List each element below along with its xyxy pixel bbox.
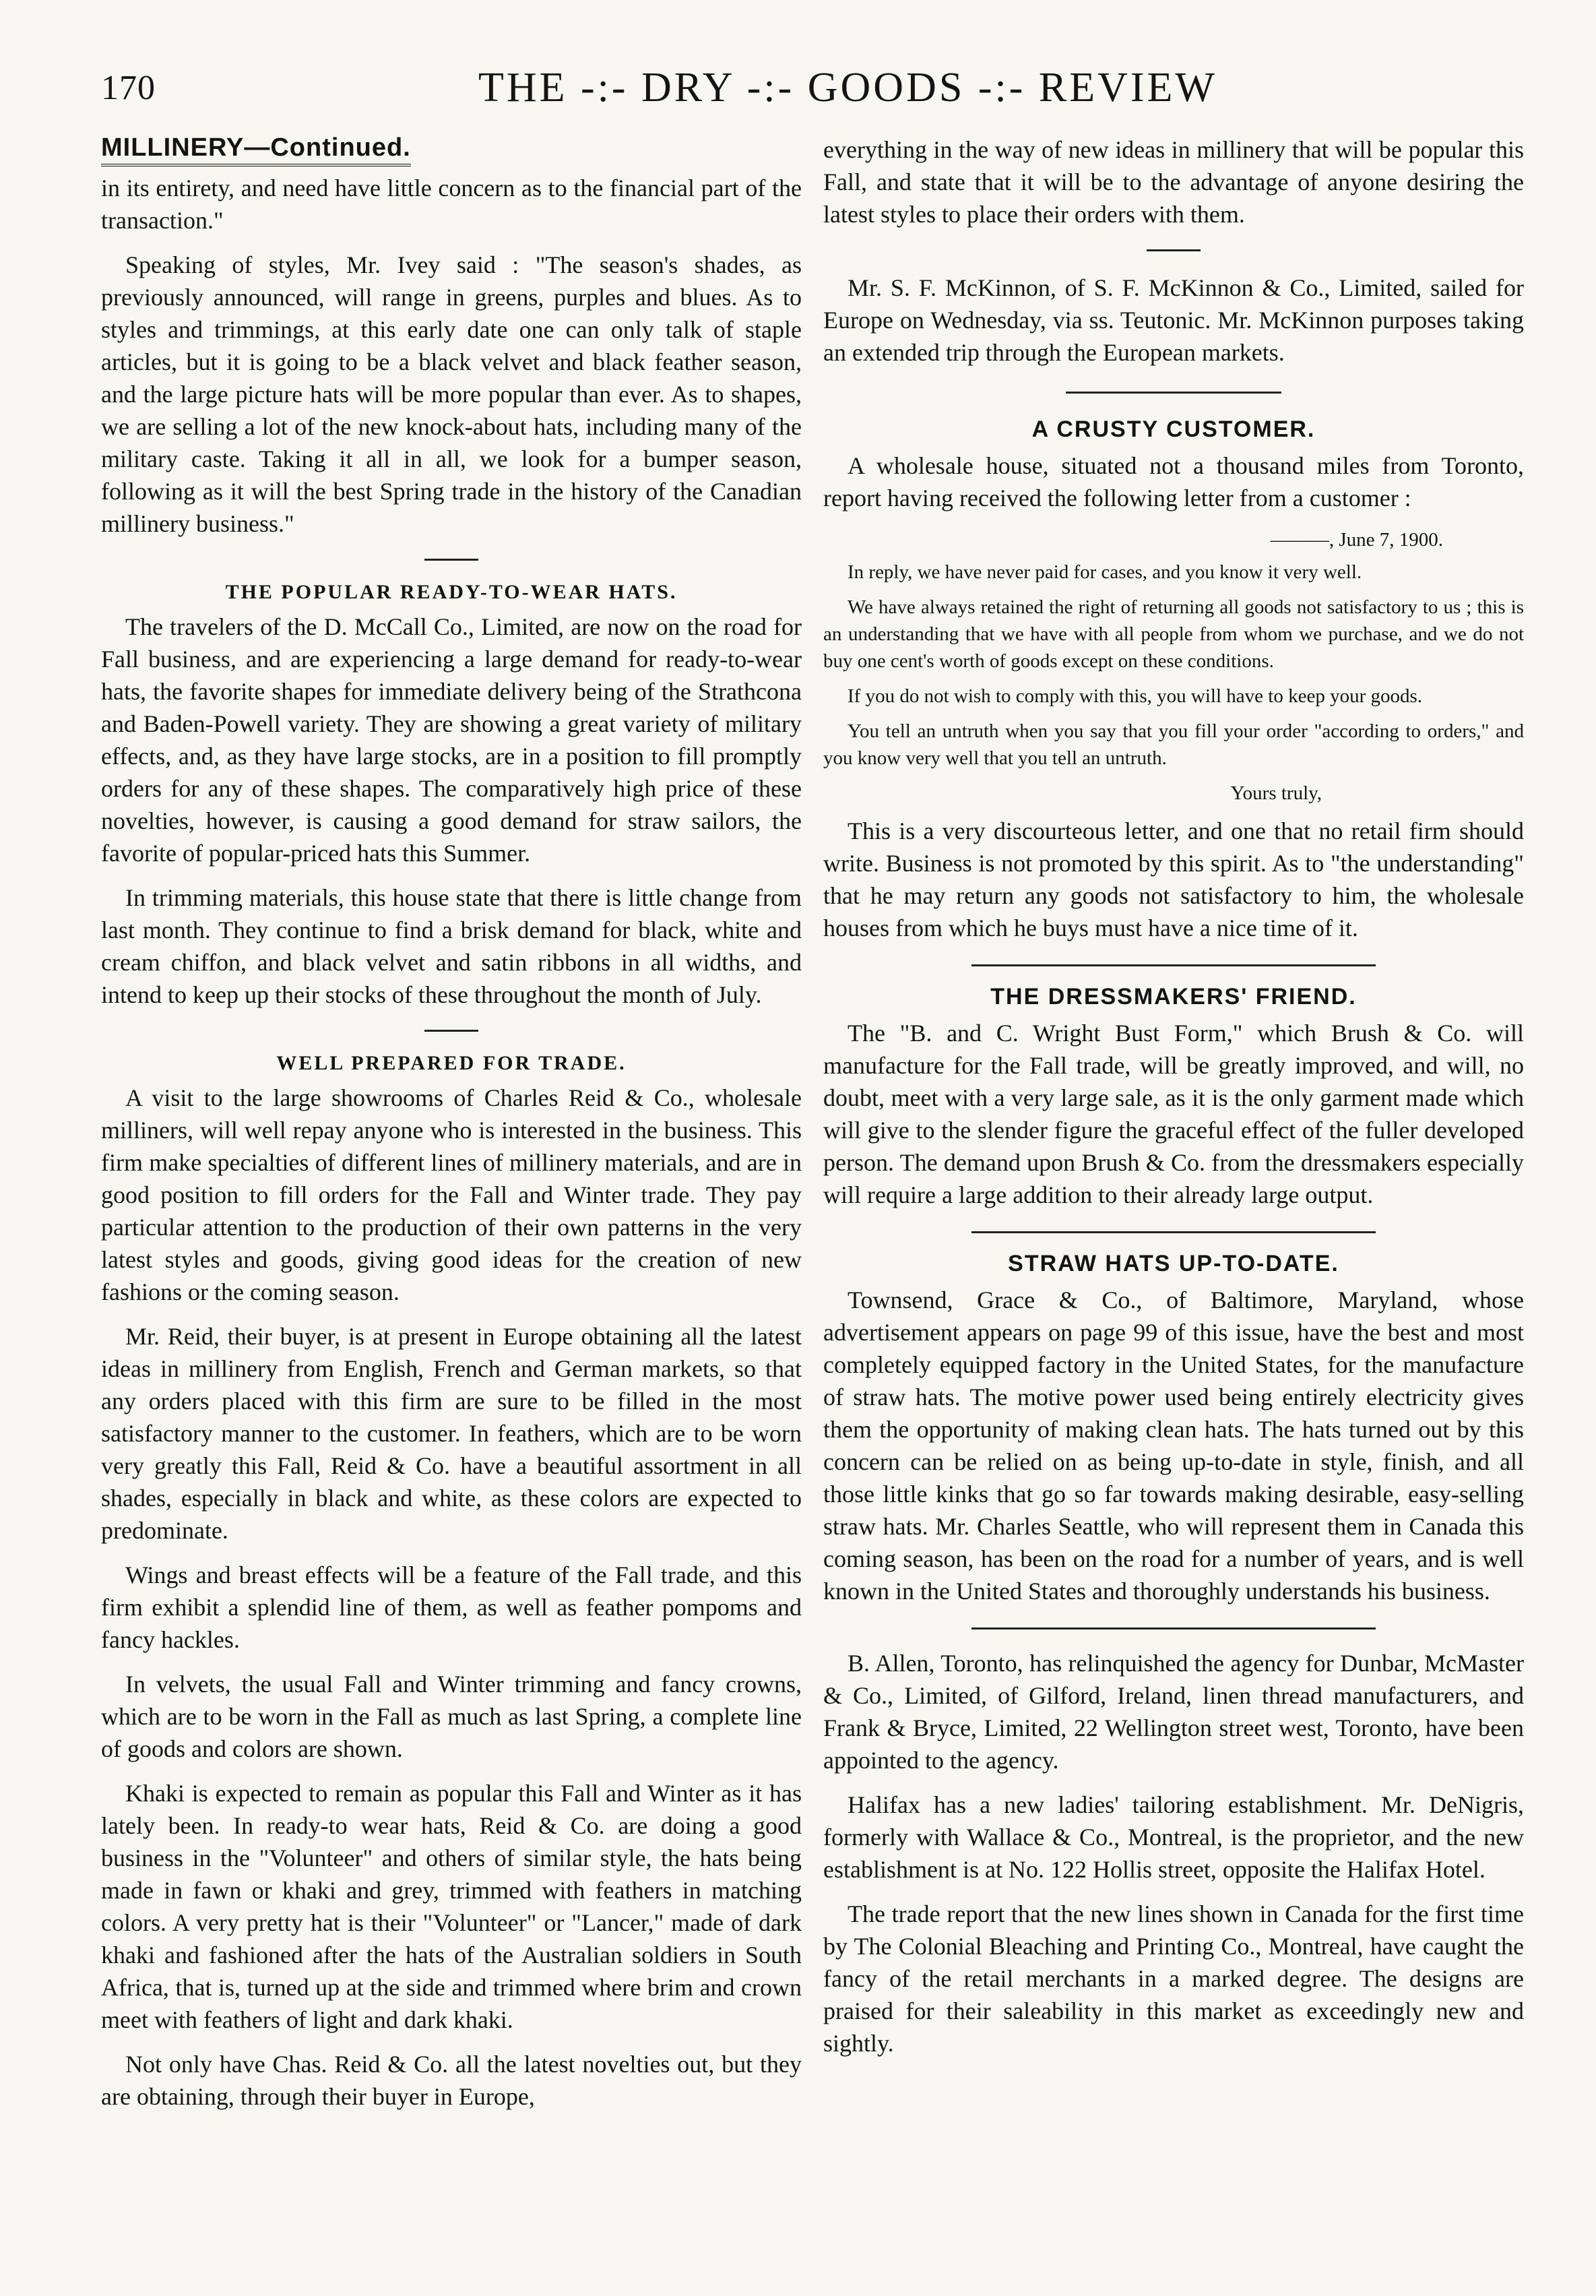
section-divider xyxy=(971,1231,1376,1233)
section-heading-straw-hats: STRAW HATS UP-TO-DATE. xyxy=(1008,1251,1339,1276)
article-paragraph: Khaki is expected to remain as popular this Fall and Winter as it has lately been. In ready-to wear hats, Reid & Co. are doing a good business in the "Volunteer" and others of similar style, the hats being made in fawn or khaki and grey, trimmed with feathers in matching colors. A very pretty hat is their "Volunteer" or "Lancer," made of dark khaki and fashioned after the hats of the Australian soldiers in South Africa, that is, turned up at the side and trimmed where brim and crown meet with feathers of light and dark khaki. xyxy=(101,1780,802,2033)
letter-paragraph: We have always retained the right of returning all goods not satisfactory to us ; this is an understanding that we have with all people from whom we purchase, and we do not buy one cent's worth of goods except on these conditions. xyxy=(823,596,1524,672)
page-number: 170 xyxy=(101,69,156,107)
section-heading-dressmakers-friend: THE DRESSMAKERS' FRIEND. xyxy=(990,984,1357,1010)
article-paragraph: everything in the way of new ideas in millinery that will be popular this Fall, and state that it will be to the advantage of anyone desiring the latest styles to place their orders with them. xyxy=(823,136,1524,228)
article-paragraph: A visit to the large showrooms of Charles Reid & Co., wholesale milliners, will well repay anyone who is interested in the business. This firm make specialties of different lines of millinery materials, and are in good position to fill orders for the Fall and Winter trade. They pay particular attention to the production of their own patterns in the very latest styles and goods, giving good ideas for the creation of new fashions or the coming season. xyxy=(101,1084,802,1305)
running-title: THE -:- DRY -:- GOODS -:- REVIEW xyxy=(478,65,1217,111)
section-heading-crusty-customer: A CRUSTY CUSTOMER. xyxy=(1031,416,1316,442)
article-paragraph: This is a very discourteous letter, and one that no retail firm should write. Business is not promoted by this spirit. As to "the understanding" that he may return any goods not satisfactory to him, the wholesale houses from which he buys must have a nice time of it. xyxy=(823,817,1524,941)
quoted-letter xyxy=(823,526,1524,807)
article-paragraph: A wholesale house, situated not a thousand miles from Toronto, report having received the following letter from a customer : xyxy=(823,452,1524,511)
article-paragraph: Mr. Reid, their buyer, is at present in Europe obtaining all the latest ideas in millinery from English, French and German markets, so that any orders placed with this firm are sure to be filled in the most satisfactory manner to the customer. In feathers, which are to be worn very greatly this Fall, Reid & Co. have a beautiful assortment in all shades, especially in black and white, as these colors are expected to predominate. xyxy=(101,1323,802,1544)
continued-heading: MILLINERY—Continued. xyxy=(101,133,411,166)
page-header xyxy=(101,64,1556,118)
news-item: Halifax has a new ladies' tailoring establishment. Mr. DeNigris, formerly with Wallace & Co., Montreal, is the proprietor, and the new establishment is at No. 122 Hollis street, opposite the Halifax Hotel. xyxy=(823,1791,1524,1883)
news-item: The trade report that the new lines shown in Canada for the first time by The Colonial Bleaching and Printing Co., Montreal, have caught the fancy of the retail merchants in a marked degree. The designs are praised for their saleability in this market as exceedingly new and sightly. xyxy=(823,1900,1524,2057)
article-paragraph: In velvets, the usual Fall and Winter trimming and fancy crowns, which are to be worn in the Fall as much as last Spring, a complete line of goods and colors are shown. xyxy=(101,1671,802,1762)
letter-sign-off: Yours truly, xyxy=(1230,782,1322,804)
article-paragraph: The "B. and C. Wright Bust Form," which Brush & Co. will manufacture for the Fall trade, will be greatly improved, and will, no doubt, meet with a very large sale, as it is the only garment made which will give to the slender figure the graceful effect of the fuller developed person. The demand upon Brush & Co. from the dressmakers especially will require a large addition to their already large output. xyxy=(823,1020,1524,1208)
news-item: Mr. S. F. McKinnon, of S. F. McKinnon & Co., Limited, sailed for Europe on Wednesday, via ss. Teutonic. Mr. McKinnon purposes taking an extended trip through the European markets. xyxy=(823,274,1524,366)
section-divider xyxy=(1066,392,1281,394)
article-paragraph: Wings and breast effects will be a feature of the Fall trade, and this firm exhibit a splendid line of them, as well as feather pompoms and fancy hackles. xyxy=(101,1561,802,1653)
article-paragraph: in its entirety, and need have little concern as to the financial part of the transaction." xyxy=(101,175,802,234)
letter-paragraph: If you do not wish to comply with this, you will have to keep your goods. xyxy=(848,685,1423,707)
left-column xyxy=(101,133,802,2125)
letter-paragraph: In reply, we have never paid for cases, and you know it very well. xyxy=(848,561,1362,583)
article-paragraph: Speaking of styles, Mr. Ivey said : "The season's shades, as previously announced, will range in greens, purples and blues. As to styles and trimmings, at this early date one can only talk of staple articles, but it is going to be a black velvet and black feather season, and the large picture hats will be more popular than ever. As to shapes, we are selling a lot of the new knock-about hats, including many of the military caste. Taking it all in all, we look for a bumper season, following as it will the best Spring trade in the history of the Canadian millinery business." xyxy=(101,251,802,537)
section-divider xyxy=(424,1030,478,1032)
section-divider xyxy=(1147,249,1201,251)
section-heading-well-prepared: WELL PREPARED FOR TRADE. xyxy=(276,1052,627,1074)
section-divider xyxy=(971,1627,1376,1630)
right-column xyxy=(823,133,1524,2072)
news-item: B. Allen, Toronto, has relinquished the agency for Dunbar, McMaster & Co., Limited, of Gilford, Ireland, linen thread manufacturers, and Frank & Bryce, Limited, 22 Wellington street west, Toronto, have been appointed to the agency. xyxy=(823,1650,1524,1774)
section-divider xyxy=(971,964,1376,966)
section-heading-popular-hats: THE POPULAR READY-TO-WEAR HATS. xyxy=(225,581,678,603)
article-paragraph: Not only have Chas. Reid & Co. all the latest novelties out, but they are obtaining, through their buyer in Europe, xyxy=(101,2051,802,2110)
letter-paragraph: You tell an untruth when you say that you fill your order "according to orders," and you know very well that you tell an untruth. xyxy=(823,720,1524,769)
letter-date: ———, June 7, 1900. xyxy=(1270,529,1443,551)
article-paragraph: Townsend, Grace & Co., of Baltimore, Maryland, whose advertisement appears on page 99 of this issue, have the best and most completely equipped factory in the United States, for the manufacture of straw hats. The motive power used being entirely electricity gives them the opportunity of making clean hats. The hats turned out by this concern can be relied on as being up-to-date in style, finish, and all those little kinks that go so far towards making desirable, easy-selling straw hats. Mr. Charles Seattle, who will represent them in Canada this coming season, has been on the road for a number of years, and is well known in the United States and thoroughly understands his business. xyxy=(823,1286,1524,1605)
article-paragraph: In trimming materials, this house state that there is little change from last month. They continue to find a brisk demand for black, white and cream chiffon, and black velvet and satin ribbons in all widths, and intend to keep up their stocks of these throughout the month of July. xyxy=(101,884,802,1008)
section-divider xyxy=(424,559,478,561)
article-paragraph: The travelers of the D. McCall Co., Limited, are now on the road for Fall business, and are experiencing a large demand for ready-to-wear hats, the favorite shapes for immediate delivery being of the Strathcona and Baden-Powell variety. They are showing a great variety of military effects, and, as they have large stocks, are in a position to fill promptly orders for any of these shapes. The comparatively high price of these novelties, however, is causing a good demand for straw sailors, the favorite of popular-priced hats this Summer. xyxy=(101,613,802,867)
